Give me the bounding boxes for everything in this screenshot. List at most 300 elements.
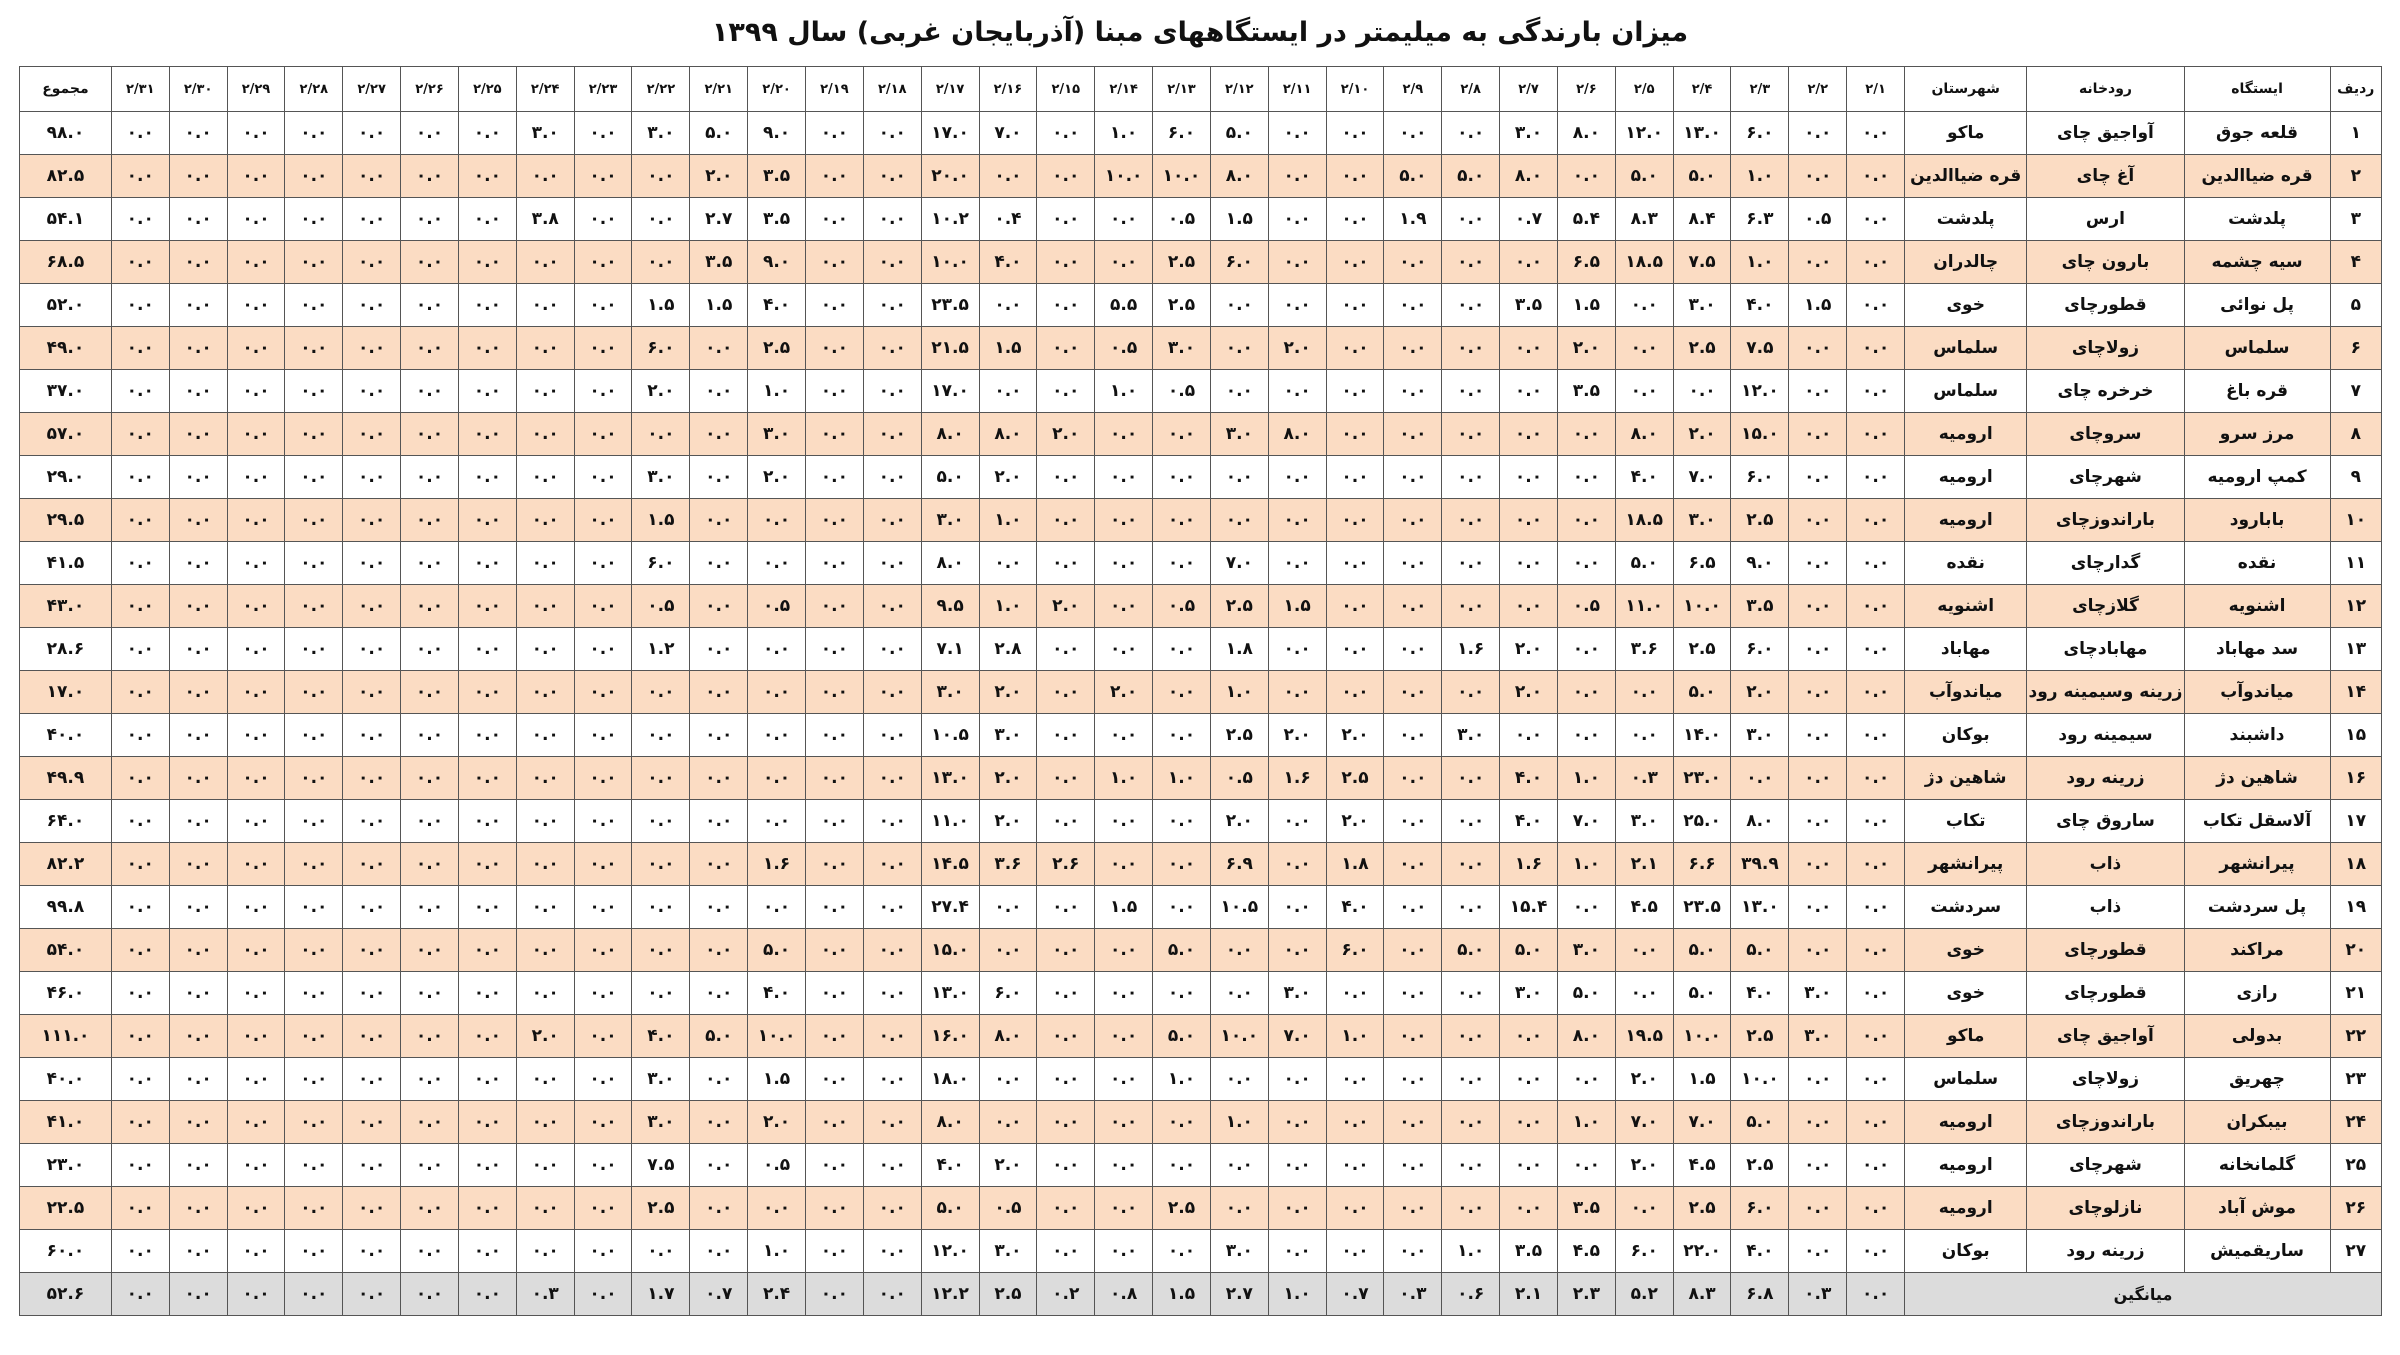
rainfall-cell: ۲.۰ [1095, 671, 1153, 714]
rainfall-cell: ۰.۰ [401, 1187, 459, 1230]
rainfall-cell: ۰.۰ [574, 284, 632, 327]
rainfall-cell: ۰.۴ [979, 198, 1037, 241]
rainfall-cell: ۷.۰ [1557, 800, 1615, 843]
rainfall-cell: ۰.۰ [863, 671, 921, 714]
rainfall-cell: ۲.۵ [1153, 284, 1211, 327]
rainfall-cell: ۰.۰ [690, 413, 748, 456]
rainfall-cell: ۰.۰ [1500, 714, 1558, 757]
rainfall-cell: ۰.۰ [401, 1015, 459, 1058]
rainfall-cell: ۰.۰ [227, 112, 285, 155]
rainfall-cell: ۰.۰ [863, 843, 921, 886]
city-cell: سلماس [1905, 327, 2027, 370]
rainfall-cell: ۰.۰ [169, 1015, 227, 1058]
rainfall-table [19, 66, 2382, 1316]
rainfall-cell: ۰.۰ [227, 413, 285, 456]
header-day: ۲/۲۲ [632, 67, 690, 112]
rainfall-cell: ۰.۰ [285, 843, 343, 886]
rainfall-cell: ۰.۰ [227, 241, 285, 284]
rainfall-cell: ۰.۰ [863, 456, 921, 499]
rainfall-cell: ۰.۰ [1326, 370, 1384, 413]
row-number-cell: ۲۵ [2330, 1144, 2381, 1187]
rainfall-cell: ۵.۰ [690, 1015, 748, 1058]
header-day: ۲/۳۱ [111, 67, 169, 112]
rainfall-cell: ۰.۰ [401, 757, 459, 800]
rainfall-cell: ۸.۰ [921, 1101, 979, 1144]
rainfall-cell: ۸.۰ [1615, 413, 1673, 456]
rainfall-cell: ۰.۰ [690, 1230, 748, 1273]
total-cell: ۵۲.۰ [20, 284, 112, 327]
city-cell: نقده [1905, 542, 2027, 585]
rainfall-cell: ۰.۰ [574, 1015, 632, 1058]
rainfall-cell: ۰.۰ [805, 112, 863, 155]
rainfall-cell: ۰.۰ [1384, 241, 1442, 284]
city-cell: ماکو [1905, 112, 2027, 155]
rainfall-cell: ۲.۰ [1268, 327, 1326, 370]
rainfall-cell: ۰.۰ [1268, 886, 1326, 929]
rainfall-cell: ۲.۵ [1673, 327, 1731, 370]
rainfall-cell: ۱.۶ [748, 843, 806, 886]
rainfall-cell: ۲۵.۰ [1673, 800, 1731, 843]
rainfall-cell: ۰.۰ [227, 284, 285, 327]
rainfall-cell: ۰.۰ [1268, 370, 1326, 413]
rainfall-cell: ۴.۰ [748, 284, 806, 327]
rainfall-cell: ۱.۹ [1384, 198, 1442, 241]
rainfall-cell: ۰.۰ [169, 671, 227, 714]
rainfall-cell: ۰.۰ [1615, 284, 1673, 327]
rainfall-cell: ۰.۰ [1037, 456, 1095, 499]
river-cell: سیمینه رود [2027, 714, 2184, 757]
table-row [20, 757, 2382, 800]
rainfall-cell: ۰.۰ [401, 155, 459, 198]
rainfall-cell: ۰.۰ [343, 1144, 401, 1187]
rainfall-cell: ۱۶.۰ [921, 1015, 979, 1058]
rainfall-cell: ۰.۰ [227, 456, 285, 499]
rainfall-cell: ۰.۰ [285, 370, 343, 413]
rainfall-cell: ۰.۰ [863, 370, 921, 413]
rainfall-cell: ۰.۰ [1847, 456, 1905, 499]
rainfall-cell: ۱.۰ [979, 585, 1037, 628]
rainfall-cell: ۳.۰ [1210, 413, 1268, 456]
rainfall-cell: ۰.۰ [285, 542, 343, 585]
rainfall-cell: ۰.۰ [1153, 413, 1211, 456]
rainfall-cell: ۰.۰ [1557, 413, 1615, 456]
rainfall-cell: ۰.۰ [1095, 499, 1153, 542]
station-cell: بیبکران [2184, 1101, 2330, 1144]
station-cell: پل سردشت [2184, 886, 2330, 929]
header-day: ۲/۲ [1789, 67, 1847, 112]
rainfall-cell: ۰.۰ [1095, 241, 1153, 284]
rainfall-cell: ۰.۰ [1326, 499, 1384, 542]
rainfall-cell: ۰.۰ [516, 542, 574, 585]
total-cell: ۸۲.۵ [20, 155, 112, 198]
rainfall-cell: ۰.۰ [285, 1187, 343, 1230]
rainfall-cell: ۳.۰ [1731, 714, 1789, 757]
rainfall-cell: ۰.۰ [1384, 1015, 1442, 1058]
rainfall-cell: ۰.۰ [1847, 155, 1905, 198]
rainfall-cell: ۲.۰ [979, 671, 1037, 714]
rainfall-cell: ۰.۰ [1789, 327, 1847, 370]
rainfall-cell: ۱۰.۰ [1673, 585, 1731, 628]
total-cell: ۴۳.۰ [20, 585, 112, 628]
rainfall-cell: ۰.۰ [1442, 542, 1500, 585]
rainfall-cell: ۲.۰ [1615, 1144, 1673, 1187]
rainfall-cell: ۰.۰ [1210, 972, 1268, 1015]
total-cell: ۵۴.۰ [20, 929, 112, 972]
rainfall-cell: ۸.۰ [1210, 155, 1268, 198]
rainfall-cell: ۰.۰ [343, 800, 401, 843]
rainfall-cell: ۰.۰ [805, 714, 863, 757]
table-row [20, 198, 2382, 241]
rainfall-cell: ۰.۰ [979, 1058, 1037, 1101]
rainfall-cell: ۱.۰ [1153, 757, 1211, 800]
rainfall-cell: ۰.۰ [111, 327, 169, 370]
rainfall-cell: ۰.۰ [1442, 886, 1500, 929]
rainfall-cell: ۰.۰ [227, 370, 285, 413]
rainfall-cell: ۱.۵ [1210, 198, 1268, 241]
rainfall-cell: ۰.۰ [111, 1144, 169, 1187]
rainfall-cell: ۰.۰ [1326, 1187, 1384, 1230]
river-cell: گدارچای [2027, 542, 2184, 585]
header-day: ۲/۸ [1442, 67, 1500, 112]
rainfall-cell: ۰.۰ [111, 1058, 169, 1101]
rainfall-cell: ۰.۰ [805, 370, 863, 413]
rainfall-cell: ۰.۰ [1095, 714, 1153, 757]
rainfall-cell: ۱۱.۰ [921, 800, 979, 843]
rainfall-cell: ۰.۰ [1789, 370, 1847, 413]
rainfall-cell: ۰.۰ [1095, 1144, 1153, 1187]
rainfall-cell: ۰.۰ [1789, 155, 1847, 198]
total-cell: ۴۹.۰ [20, 327, 112, 370]
rainfall-cell: ۰.۰ [111, 929, 169, 972]
rainfall-cell: ۵.۰ [1731, 1101, 1789, 1144]
rainfall-cell: ۰.۰ [1095, 585, 1153, 628]
rainfall-cell: ۰.۰ [805, 327, 863, 370]
rainfall-cell: ۰.۰ [516, 757, 574, 800]
rainfall-cell: ۰.۰ [458, 585, 516, 628]
rainfall-cell: ۰.۰ [458, 456, 516, 499]
rainfall-cell: ۰.۰ [1037, 628, 1095, 671]
rainfall-cell: ۶.۰ [1731, 456, 1789, 499]
city-cell: ماکو [1905, 1015, 2027, 1058]
rainfall-cell: ۰.۰ [1500, 542, 1558, 585]
rainfall-cell: ۰.۰ [458, 542, 516, 585]
rainfall-cell: ۰.۰ [574, 757, 632, 800]
rainfall-cell: ۰.۰ [1326, 1101, 1384, 1144]
rainfall-cell: ۰.۰ [169, 1187, 227, 1230]
rainfall-cell: ۰.۰ [1789, 456, 1847, 499]
rainfall-cell: ۰.۰ [1037, 929, 1095, 972]
rainfall-cell: ۰.۰ [1442, 499, 1500, 542]
station-cell: داشبند [2184, 714, 2330, 757]
rainfall-cell: ۰.۰ [1847, 1015, 1905, 1058]
rainfall-cell: ۰.۰ [1789, 585, 1847, 628]
rainfall-cell: ۰.۰ [1153, 886, 1211, 929]
rainfall-cell: ۰.۰ [863, 198, 921, 241]
rainfall-cell: ۶.۰ [632, 542, 690, 585]
rainfall-cell: ۰.۰ [169, 456, 227, 499]
rainfall-cell: ۰.۰ [690, 1144, 748, 1187]
rainfall-cell: ۰.۰ [863, 886, 921, 929]
rainfall-cell: ۰.۰ [979, 284, 1037, 327]
rainfall-cell: ۰.۰ [169, 1144, 227, 1187]
rainfall-cell: ۰.۰ [401, 499, 459, 542]
river-cell: شهرچای [2027, 456, 2184, 499]
table-row [20, 585, 2382, 628]
rainfall-cell: ۰.۰ [690, 671, 748, 714]
rainfall-cell: ۰.۰ [516, 284, 574, 327]
rainfall-cell: ۰.۰ [343, 1058, 401, 1101]
rainfall-cell: ۰.۰ [169, 1230, 227, 1273]
rainfall-cell: ۰.۰ [1268, 112, 1326, 155]
rainfall-cell: ۰.۰ [285, 886, 343, 929]
rainfall-cell: ۰.۰ [169, 284, 227, 327]
table-row [20, 456, 2382, 499]
rainfall-cell: ۰.۰ [1037, 1230, 1095, 1273]
rainfall-cell: ۰.۰ [1153, 972, 1211, 1015]
table-row [20, 1058, 2382, 1101]
average-cell: ۰.۰ [111, 1273, 169, 1316]
rainfall-cell: ۰.۵ [1153, 585, 1211, 628]
rainfall-cell: ۰.۰ [1268, 843, 1326, 886]
rainfall-cell: ۰.۰ [285, 155, 343, 198]
station-cell: شاهین دژ [2184, 757, 2330, 800]
rainfall-cell: ۱.۰ [1557, 757, 1615, 800]
station-cell: پل نوائی [2184, 284, 2330, 327]
rainfall-cell: ۰.۰ [1442, 757, 1500, 800]
rainfall-cell: ۳.۶ [979, 843, 1037, 886]
rainfall-cell: ۰.۰ [343, 198, 401, 241]
rainfall-cell: ۰.۰ [458, 112, 516, 155]
average-cell: ۰.۰ [343, 1273, 401, 1316]
rainfall-cell: ۰.۰ [401, 456, 459, 499]
rainfall-cell: ۳.۵ [748, 198, 806, 241]
rainfall-cell: ۴.۰ [921, 1144, 979, 1187]
header-day: ۲/۲۱ [690, 67, 748, 112]
rainfall-cell: ۰.۰ [1615, 370, 1673, 413]
rainfall-cell: ۰.۰ [805, 1144, 863, 1187]
rainfall-cell: ۱۰.۵ [921, 714, 979, 757]
rainfall-cell: ۰.۰ [1037, 542, 1095, 585]
rainfall-cell: ۰.۰ [111, 1230, 169, 1273]
rainfall-cell: ۰.۰ [1037, 112, 1095, 155]
rainfall-cell: ۰.۰ [401, 1101, 459, 1144]
rainfall-cell: ۰.۰ [401, 929, 459, 972]
rainfall-cell: ۰.۰ [863, 241, 921, 284]
rainfall-cell: ۰.۰ [516, 499, 574, 542]
rainfall-cell: ۶.۳ [1731, 198, 1789, 241]
rainfall-cell: ۰.۰ [574, 499, 632, 542]
rainfall-cell: ۰.۳ [1615, 757, 1673, 800]
rainfall-cell: ۰.۰ [111, 198, 169, 241]
rainfall-cell: ۳.۰ [1673, 499, 1731, 542]
rainfall-cell: ۰.۰ [1847, 1230, 1905, 1273]
rainfall-cell: ۰.۰ [1210, 929, 1268, 972]
rainfall-cell: ۰.۰ [805, 241, 863, 284]
rainfall-cell: ۰.۰ [227, 155, 285, 198]
rainfall-cell: ۰.۰ [805, 929, 863, 972]
rainfall-cell: ۰.۰ [458, 843, 516, 886]
rainfall-cell: ۱.۰ [748, 370, 806, 413]
rainfall-cell: ۰.۰ [574, 929, 632, 972]
rainfall-cell: ۰.۰ [1442, 1187, 1500, 1230]
rainfall-cell: ۱.۰ [1731, 241, 1789, 284]
city-cell: اشنویه [1905, 585, 2027, 628]
row-number-cell: ۱۰ [2330, 499, 2381, 542]
rainfall-cell: ۰.۰ [343, 456, 401, 499]
rainfall-cell: ۰.۰ [1268, 198, 1326, 241]
rainfall-cell: ۰.۰ [574, 585, 632, 628]
rainfall-cell: ۲۰.۰ [921, 155, 979, 198]
total-cell: ۹۸.۰ [20, 112, 112, 155]
rainfall-cell: ۰.۰ [111, 499, 169, 542]
average-cell: ۰.۰ [574, 1273, 632, 1316]
rainfall-cell: ۰.۰ [1442, 1058, 1500, 1101]
rainfall-cell: ۰.۰ [690, 327, 748, 370]
rainfall-cell: ۰.۰ [1095, 542, 1153, 585]
station-cell: قره ضیاالدین [2184, 155, 2330, 198]
rainfall-cell: ۳.۸ [516, 198, 574, 241]
rainfall-cell: ۰.۰ [1384, 1187, 1442, 1230]
rainfall-cell: ۰.۰ [458, 1187, 516, 1230]
rainfall-cell: ۱.۸ [1326, 843, 1384, 886]
rainfall-cell: ۱۲.۰ [1615, 112, 1673, 155]
rainfall-cell: ۰.۰ [111, 671, 169, 714]
river-cell: زرینه وسیمینه رود [2027, 671, 2184, 714]
average-label: میانگین [1905, 1273, 2382, 1316]
rainfall-cell: ۵.۰ [1673, 155, 1731, 198]
rainfall-cell: ۳.۰ [1153, 327, 1211, 370]
row-number-cell: ۱۶ [2330, 757, 2381, 800]
rainfall-cell: ۱.۵ [748, 1058, 806, 1101]
rainfall-cell: ۱.۶ [1442, 628, 1500, 671]
average-cell: ۰.۰ [458, 1273, 516, 1316]
rainfall-cell: ۰.۰ [458, 284, 516, 327]
rainfall-cell: ۰.۷ [1500, 198, 1558, 241]
average-cell: ۰.۰ [169, 1273, 227, 1316]
rainfall-cell: ۲۲.۰ [1673, 1230, 1731, 1273]
rainfall-cell: ۰.۰ [169, 327, 227, 370]
rainfall-cell: ۶.۰ [1153, 112, 1211, 155]
rainfall-cell: ۰.۰ [1557, 542, 1615, 585]
row-number-cell: ۲۷ [2330, 1230, 2381, 1273]
rainfall-cell: ۱.۶ [1268, 757, 1326, 800]
rainfall-cell: ۱.۲ [632, 628, 690, 671]
rainfall-cell: ۰.۵ [979, 1187, 1037, 1230]
station-cell: سد مهاباد [2184, 628, 2330, 671]
rainfall-cell: ۰.۵ [1210, 757, 1268, 800]
rainfall-cell: ۰.۰ [458, 327, 516, 370]
station-cell: بدولی [2184, 1015, 2330, 1058]
rainfall-cell: ۰.۰ [169, 972, 227, 1015]
rainfall-cell: ۰.۰ [863, 1015, 921, 1058]
rainfall-cell: ۸.۰ [921, 413, 979, 456]
rainfall-cell: ۰.۰ [574, 155, 632, 198]
rainfall-cell: ۰.۰ [1442, 327, 1500, 370]
rainfall-cell: ۲.۵ [1731, 499, 1789, 542]
rainfall-cell: ۰.۰ [1326, 542, 1384, 585]
total-cell: ۲۲.۵ [20, 1187, 112, 1230]
rainfall-cell: ۳.۰ [921, 499, 979, 542]
rainfall-cell: ۰.۰ [1268, 929, 1326, 972]
total-cell: ۴۰.۰ [20, 714, 112, 757]
rainfall-cell: ۰.۰ [285, 972, 343, 1015]
rainfall-cell: ۰.۰ [1095, 628, 1153, 671]
rainfall-cell: ۰.۰ [1500, 327, 1558, 370]
row-number-cell: ۵ [2330, 284, 2381, 327]
rainfall-cell: ۲۳.۵ [1673, 886, 1731, 929]
rainfall-cell: ۰.۰ [458, 929, 516, 972]
rainfall-cell: ۴.۰ [1615, 456, 1673, 499]
rainfall-cell: ۰.۰ [111, 972, 169, 1015]
rainfall-cell: ۲.۰ [632, 370, 690, 413]
average-cell: ۲.۵ [979, 1273, 1037, 1316]
rainfall-cell: ۰.۰ [1153, 1144, 1211, 1187]
rainfall-cell: ۰.۰ [401, 327, 459, 370]
river-cell: باراندوزچای [2027, 1101, 2184, 1144]
rainfall-cell: ۸.۴ [1673, 198, 1731, 241]
river-cell: نازلوچای [2027, 1187, 2184, 1230]
rainfall-cell: ۰.۰ [748, 499, 806, 542]
rainfall-cell: ۰.۰ [1095, 456, 1153, 499]
rainfall-cell: ۸.۳ [1615, 198, 1673, 241]
total-cell: ۴۶.۰ [20, 972, 112, 1015]
rainfall-cell: ۰.۰ [1326, 112, 1384, 155]
station-cell: سلماس [2184, 327, 2330, 370]
rainfall-cell: ۰.۰ [1153, 843, 1211, 886]
rainfall-cell: ۱.۵ [632, 284, 690, 327]
rainfall-cell: ۰.۰ [1847, 800, 1905, 843]
station-cell: مراکند [2184, 929, 2330, 972]
rainfall-cell: ۰.۰ [227, 800, 285, 843]
rainfall-cell: ۰.۰ [979, 370, 1037, 413]
rainfall-cell: ۰.۰ [516, 628, 574, 671]
table-row [20, 886, 2382, 929]
header-day: ۲/۲۴ [516, 67, 574, 112]
rainfall-cell: ۰.۰ [516, 886, 574, 929]
table-body [20, 112, 2382, 1316]
rainfall-cell: ۷.۰ [1615, 1101, 1673, 1144]
rainfall-cell: ۰.۰ [1442, 284, 1500, 327]
rainfall-cell: ۰.۰ [458, 1144, 516, 1187]
rainfall-cell: ۱.۰ [1210, 671, 1268, 714]
rainfall-cell: ۰.۵ [1153, 370, 1211, 413]
rainfall-cell: ۰.۰ [285, 241, 343, 284]
rainfall-cell: ۰.۰ [516, 714, 574, 757]
rainfall-cell: ۰.۰ [1095, 843, 1153, 886]
rainfall-cell: ۶.۰ [1731, 1187, 1789, 1230]
average-cell: ۱.۷ [632, 1273, 690, 1316]
rainfall-cell: ۰.۰ [343, 757, 401, 800]
rainfall-cell: ۰.۰ [863, 112, 921, 155]
header-day: ۲/۱۶ [979, 67, 1037, 112]
rainfall-cell: ۳.۰ [1615, 800, 1673, 843]
rainfall-cell: ۰.۰ [1153, 628, 1211, 671]
rainfall-cell: ۰.۰ [1210, 499, 1268, 542]
river-cell: قطورچای [2027, 972, 2184, 1015]
rainfall-cell: ۰.۰ [1847, 198, 1905, 241]
rainfall-cell: ۸.۰ [979, 413, 1037, 456]
header-day: ۲/۹ [1384, 67, 1442, 112]
rainfall-cell: ۰.۰ [516, 456, 574, 499]
rainfall-cell: ۰.۰ [1442, 1015, 1500, 1058]
rainfall-cell: ۰.۰ [111, 370, 169, 413]
rainfall-cell: ۰.۰ [1095, 198, 1153, 241]
table-row [20, 327, 2382, 370]
rainfall-cell: ۰.۰ [1210, 1144, 1268, 1187]
rainfall-cell: ۰.۰ [1326, 1230, 1384, 1273]
rainfall-cell: ۰.۰ [516, 671, 574, 714]
rainfall-cell: ۰.۰ [632, 198, 690, 241]
